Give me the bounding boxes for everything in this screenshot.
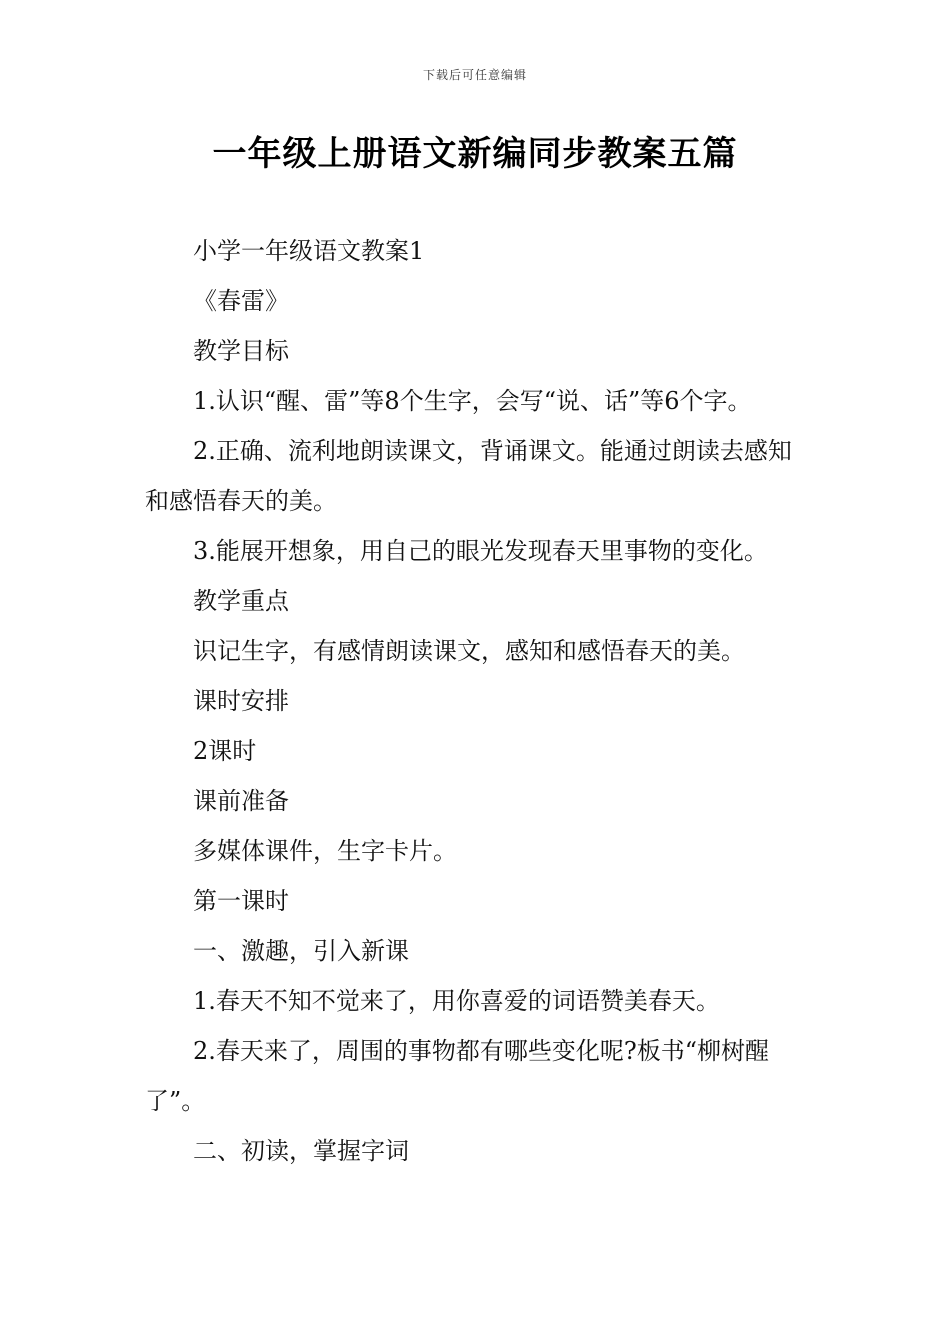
paragraph: 1.认识“醒、雷”等8个生字，会写“说、话”等6个字。 [193, 387, 752, 415]
paragraph: 一、激趣，引入新课 [193, 937, 409, 965]
paragraph: 课时安排 [193, 687, 289, 715]
paragraph: 教学重点 [193, 587, 289, 615]
paragraph: 多媒体课件，生字卡片。 [193, 837, 457, 865]
document-body [145, 226, 810, 1176]
document-title: 一年级上册语文新编同步教案五篇 [212, 134, 738, 174]
header-note: 下载后可任意编辑 [422, 68, 527, 82]
paragraph: 第一课时 [193, 887, 289, 915]
paragraph: 课前准备 [193, 787, 289, 815]
paragraph: 2.春天来了，周围的事物都有哪些变化呢?板书“柳树醒了”。 [145, 1037, 770, 1115]
paragraph: 2.正确、流利地朗读课文，背诵课文。能通过朗读去感知和感悟春天的美。 [145, 437, 792, 515]
paragraph: 教学目标 [193, 337, 289, 365]
paragraph: 小学一年级语文教案1 [193, 237, 425, 265]
paragraph: 二、初读，掌握字词 [193, 1137, 409, 1165]
paragraph: 1.春天不知不觉来了，用你喜爱的词语赞美春天。 [193, 987, 720, 1015]
paragraph: 识记生字，有感情朗读课文，感知和感悟春天的美。 [193, 637, 745, 665]
paragraph: 《春雷》 [193, 287, 289, 315]
paragraph: 3.能展开想象，用自己的眼光发现春天里事物的变化。 [193, 537, 768, 565]
paragraph: 2课时 [193, 737, 257, 765]
